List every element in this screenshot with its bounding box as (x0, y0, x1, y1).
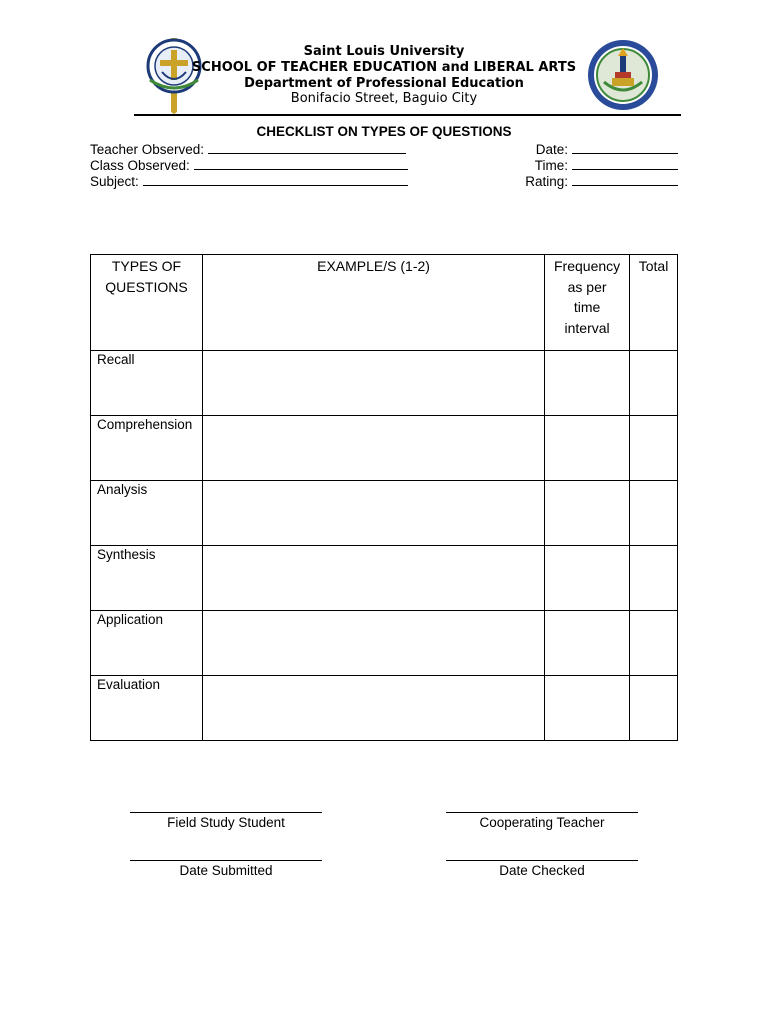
signature-caption: Date Submitted (179, 863, 273, 878)
frequency-cell[interactable] (545, 546, 630, 611)
table-row (91, 416, 678, 481)
rating-blank[interactable] (572, 173, 678, 186)
subject-field[interactable] (90, 173, 408, 190)
subject-blank[interactable] (143, 173, 408, 186)
header-examples (202, 255, 544, 351)
university-name: Saint Louis University (303, 44, 465, 59)
total-cell[interactable] (630, 611, 678, 676)
frequency-cell[interactable] (545, 611, 630, 676)
class-observed-blank[interactable] (194, 157, 408, 170)
row-type-label: Analysis (91, 481, 203, 546)
date-blank[interactable] (572, 141, 678, 154)
row-type-label: Evaluation (91, 676, 203, 741)
header-types-line: QUESTIONS (105, 278, 188, 295)
header-frequency-line: interval (564, 319, 610, 336)
header-frequency-line: as per (567, 278, 607, 295)
row-type-label: Synthesis (91, 546, 203, 611)
subject-label: Subject: (90, 174, 139, 189)
total-cell[interactable] (630, 351, 678, 416)
examples-cell[interactable] (202, 611, 544, 676)
signature-caption: Cooperating Teacher (479, 815, 605, 830)
frequency-cell[interactable] (545, 676, 630, 741)
frequency-cell[interactable] (545, 351, 630, 416)
signature-line (446, 812, 638, 813)
signature-caption: Field Study Student (167, 815, 285, 830)
examples-cell[interactable] (202, 351, 544, 416)
total-cell[interactable] (630, 416, 678, 481)
table-header-row (91, 255, 678, 351)
date-checked-signature[interactable] (446, 860, 638, 878)
date-field[interactable] (536, 141, 678, 158)
table-row (91, 676, 678, 741)
signature-line (130, 860, 322, 861)
header-types-line: TYPES OF (111, 258, 182, 274)
header-total (630, 255, 678, 351)
class-observed-label: Class Observed: (90, 158, 190, 173)
department-name: Department of Professional Education (244, 76, 524, 91)
time-label: Time: (534, 158, 568, 173)
header-frequency (545, 255, 630, 351)
table-row (91, 351, 678, 416)
total-cell[interactable] (630, 546, 678, 611)
table-row (91, 546, 678, 611)
table-row (91, 481, 678, 546)
rating-field[interactable] (525, 173, 678, 190)
examples-cell[interactable] (202, 546, 544, 611)
time-field[interactable] (535, 157, 678, 174)
time-blank[interactable] (572, 157, 678, 170)
teacher-observed-label: Teacher Observed: (90, 142, 205, 157)
cooperating-teacher-signature[interactable] (446, 812, 638, 830)
row-type-label: Recall (91, 351, 203, 416)
teacher-observed-field[interactable] (90, 141, 406, 158)
frequency-cell[interactable] (545, 481, 630, 546)
examples-cell[interactable] (202, 416, 544, 481)
signature-caption: Date Checked (499, 863, 585, 878)
header-frequency-line: Frequency (554, 258, 621, 274)
school-address: Bonifacio Street, Baguio City (290, 91, 478, 106)
field-study-student-signature[interactable] (130, 812, 322, 830)
steps-seal-icon (586, 38, 660, 112)
school-name: SCHOOL OF TEACHER EDUCATION and LIBERAL ARTS (191, 60, 577, 75)
header-frequency-line: time (573, 299, 601, 315)
total-cell[interactable] (630, 481, 678, 546)
header-types-of-questions (91, 255, 203, 351)
header-divider (134, 114, 681, 116)
frequency-cell[interactable] (545, 416, 630, 481)
checklist-table (90, 254, 678, 741)
header-total-line: Total (638, 258, 669, 274)
examples-cell[interactable] (202, 676, 544, 741)
row-type-label: Comprehension (91, 416, 203, 481)
signature-line (446, 860, 638, 861)
row-type-label: Application (91, 611, 203, 676)
date-label: Date: (535, 142, 568, 157)
rating-label: Rating: (525, 174, 568, 189)
form-title: CHECKLIST ON TYPES OF QUESTIONS (256, 124, 512, 139)
header-examples-line: EXAMPLE/S (1-2) (317, 258, 430, 274)
class-observed-field[interactable] (90, 157, 408, 174)
examples-cell[interactable] (202, 481, 544, 546)
table-row (91, 611, 678, 676)
total-cell[interactable] (630, 676, 678, 741)
signature-line (130, 812, 322, 813)
teacher-observed-blank[interactable] (208, 141, 406, 154)
date-submitted-signature[interactable] (130, 860, 322, 878)
